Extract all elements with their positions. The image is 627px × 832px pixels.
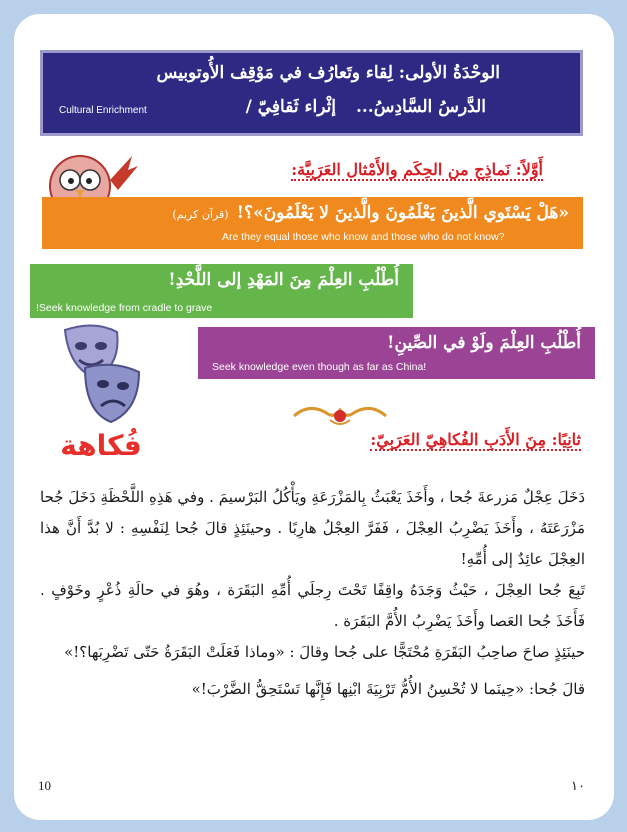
saying-1-arabic: «هَلْ يَسْتَوي الَّذينَ يَعْلَمُونَ والَّذينَ لا يَعْلَمُونَ»؟!(قرآن كريم) — [172, 203, 569, 223]
saying-1-english: Are they equal those who know and those who do not know? — [222, 231, 505, 243]
saying-band-2 — [30, 264, 413, 318]
story-text — [40, 482, 585, 705]
lesson-title: الدَّرسُ السَّادِسُ... — [355, 97, 486, 117]
lesson-header — [40, 50, 583, 136]
saying-2-arabic: أُطْلُبِ العِلْمَ مِنَ المَهْدِ إلى اللَّحْدِ! — [168, 270, 399, 290]
saying-3-english: Seek knowledge even though as far as China! — [212, 361, 427, 373]
theater-masks-icon — [55, 322, 145, 426]
page-number-left: 10 — [38, 778, 51, 793]
saying-1-source: (قرآن كريم) — [172, 208, 229, 221]
saying-band-1 — [42, 197, 583, 249]
story-paragraph-2: تَبِعَ جُحا العِجْلَ ، حَيْثُ وَجَدَهُ واقِفًا تَحْتَ رِجلَي أُمِّهِ البَقَرَة ، وهُوَ في حالَةِ ذُعْرٍ وخَوْفٍ . فَأَخَذَ جُحا العَصا وأَخَذَ يَضْرِبُ الأُمَّ البَقَرَة . — [40, 581, 585, 630]
story-paragraph-4: قالَ جُحا: «حِينَما لا تُحْسِنُ الأُمُّ تَرْبِيَةَ ابْنِها فَإِنَّها تَسْتَحِقُّ الضَّرْبَ!» — [191, 680, 585, 698]
story-paragraph-3: حينَئِذٍ صاحَ صاحِبُ البَقَرَةِ مُحْتَجًّا على جُحا وقالَ : «وماذا فَعَلَتْ البَقَرَةُ حَتّى تَضْرِبَها؟!» — [64, 643, 585, 661]
section1-title: أَوَّلاً: نَماذِج من الحِكَم والأَمْثال العَرَبِيَّة: — [291, 160, 543, 179]
page-number-right: ١٠ — [571, 778, 585, 793]
saying-band-3 — [198, 327, 595, 379]
lesson-english-title: Cultural Enrichment — [59, 105, 147, 116]
story-paragraph-1: دَخَلَ عِجْلٌ مَزرعةَ جُحا ، وأَخَذَ يَعْبَثُ بِالمَزْرَعَةِ ويَأْكُلُ البَرْسيمَ . وفي هَذِهِ اللَّحْظَةِ دَخَلَ جُحا مَزْرَعَتَهُ ، وأَخَذَ يَضْرِبُ العِجْلَ ، فَفَرَّ العِجْلُ هارِبًا . وحينَئِذٍ قالَ جُحا لِنَفْسِهِ : لا بُدَّ أَنَّ هذا العِجْلَ عائِدٌ إلى أُمِّهِ! — [40, 488, 585, 568]
ornament-divider-icon — [290, 396, 390, 428]
humor-badge: فُكاهة — [60, 429, 142, 462]
lesson-title-row — [246, 97, 486, 117]
section2-title: ثانِيًا: مِنَ الأَدَبِ الفُكاهِيّ العَرَبِيّ: — [370, 430, 581, 449]
saying-3-arabic: أُطْلُبِ العِلْمَ ولَوْ في الصِّينِ! — [387, 333, 581, 353]
lesson-subtitle: إثْراء ثَقافِيّ / — [245, 97, 337, 117]
saying-2-english: !Seek knowledge from cradle to grave — [36, 302, 213, 314]
unit-title: الوحْدَةُ الأولى: لِقاء وتَعارُف في مَوْقِف الأُوتوبيس — [156, 63, 500, 83]
